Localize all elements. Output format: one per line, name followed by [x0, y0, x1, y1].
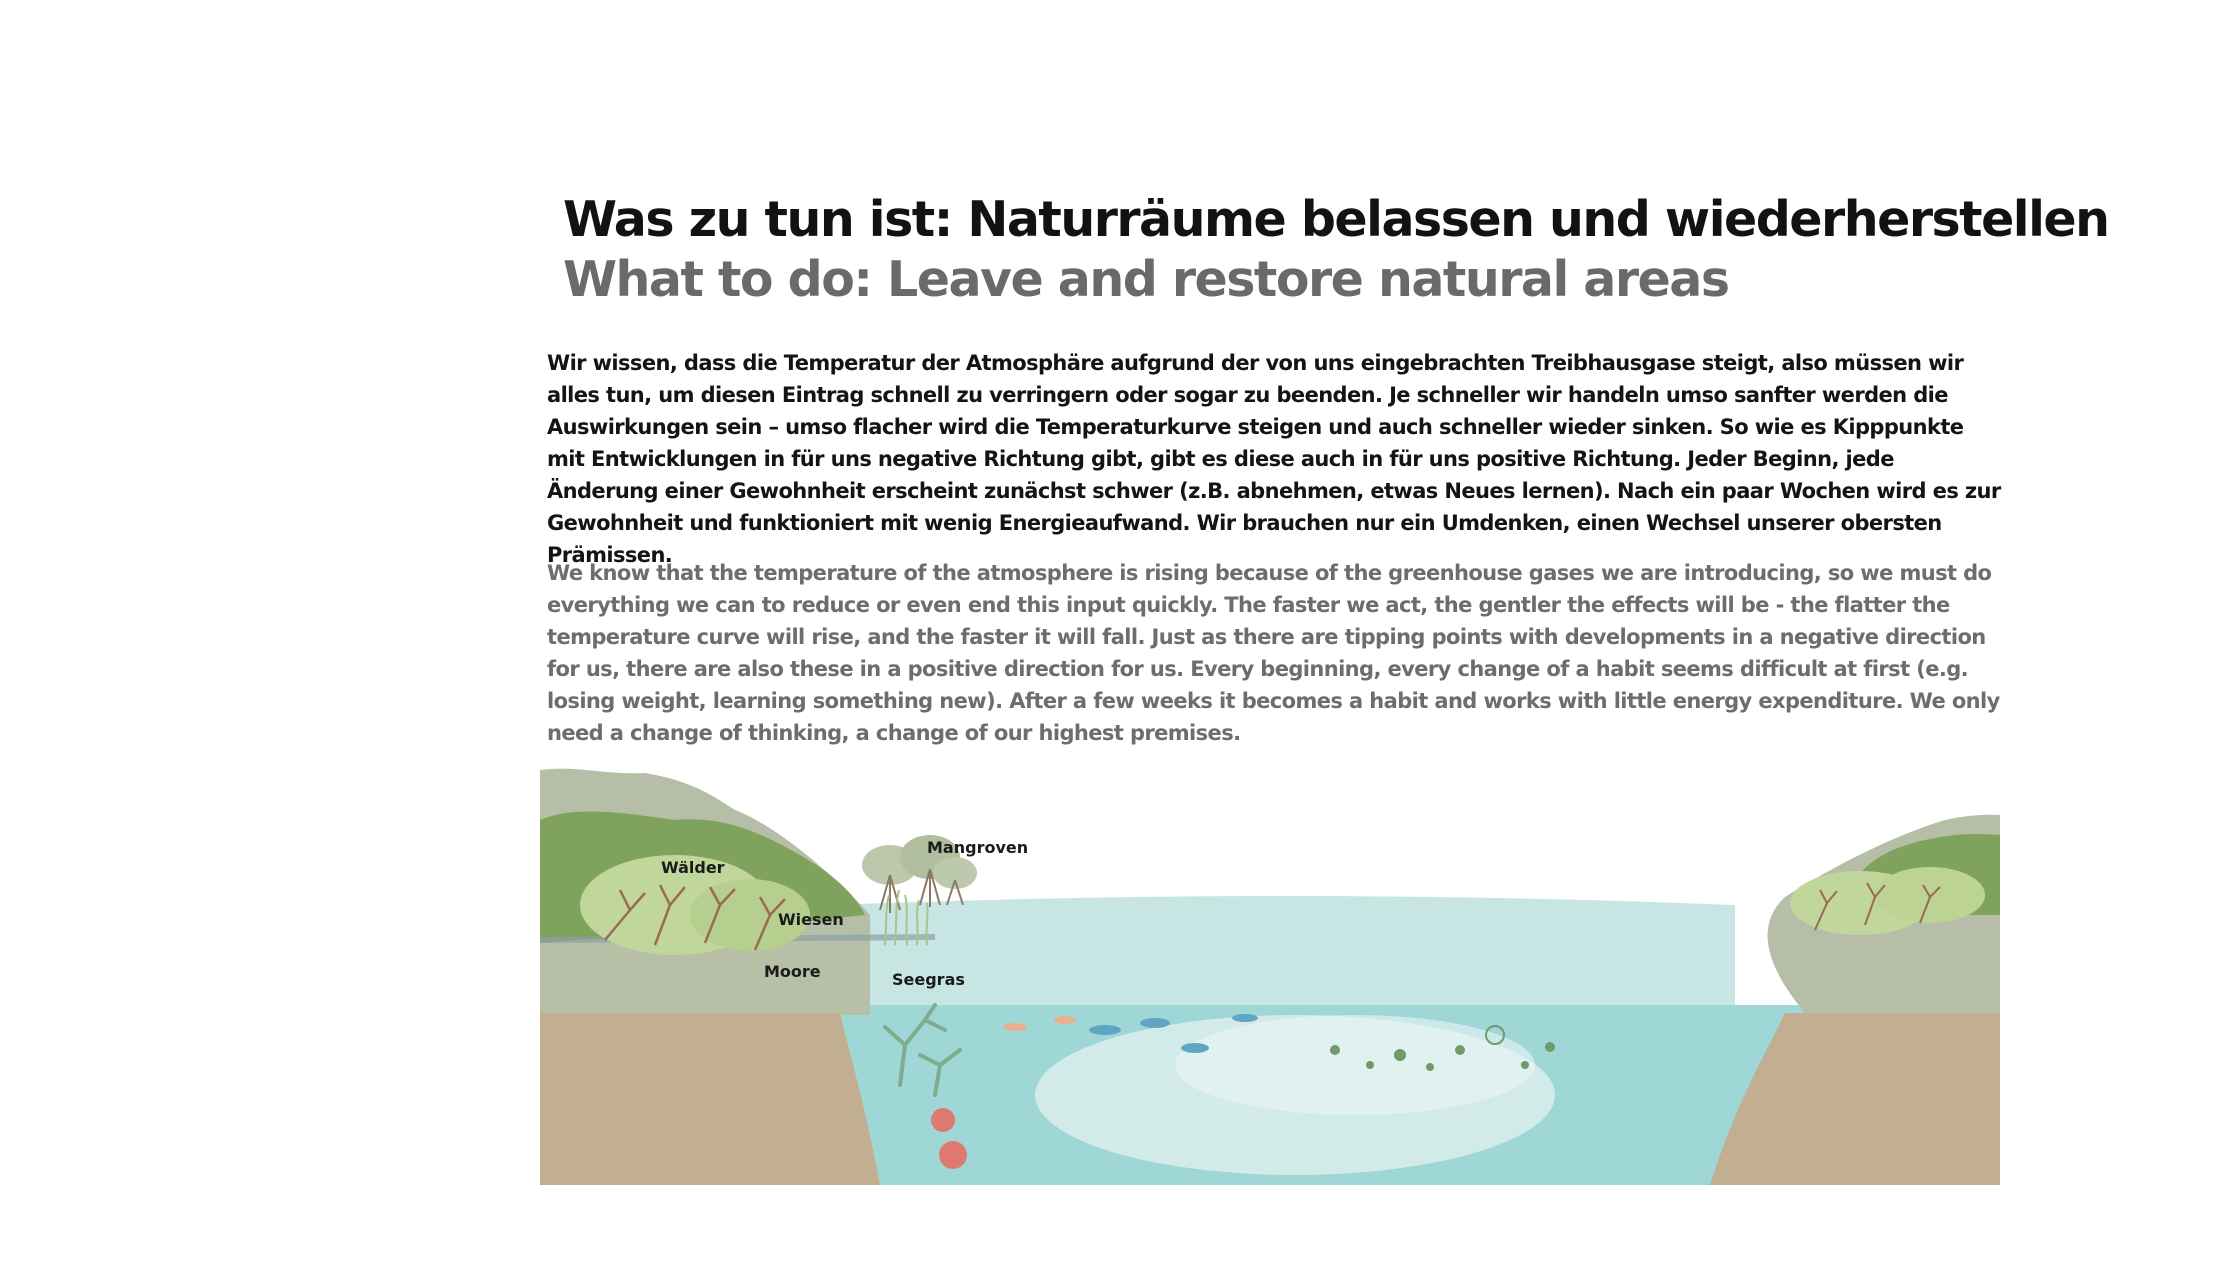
label-meadows: Wiesen [778, 910, 844, 929]
left-soil [540, 1013, 880, 1185]
body-text-german: Wir wissen, dass die Temperatur der Atmosphäre aufgrund der von uns eingebrachten Treibhausgase steigt, also müssen wir alles tun, um diesen Eintrag schnell zu verringern oder sogar zu beenden. Je schneller wir handeln umso sanfter werden die Auswirkungen sein – umso flacher wird die Temperaturkurve steigen und auch schneller wieder sinken. So wie es Kipppunkte mit Entwicklungen in für uns negative Richtung gibt, gibt es diese auch in für uns positive Richtung. Jeder Beginn, jede Änderung einer Gewohnheit erscheint zunächst schwer (z.B. abnehmen, etwas Neues lernen). Nach ein paar Wochen wird es zur Gewohnheit und funktioniert mit wenig Energieaufwand. Wir brauchen nur ein Umdenken, einen Wechsel unserer obersten Prämissen. [547, 351, 2001, 567]
heading-block [563, 190, 2109, 310]
label-mangroves: Mangroven [927, 838, 1029, 857]
page-title-english: What to do: Leave and restore natural areas [563, 251, 1729, 308]
ecosystem-illustration [535, 765, 2005, 1185]
label-forests: Wälder [661, 858, 725, 877]
label-moors: Moore [764, 962, 821, 981]
body-text-english: We know that the temperature of the atmosphere is rising because of the greenhouse gases we are introducing, so we must do everything we can to reduce or even end this input quickly. The faster we act, the gentler the effects will be - the flatter the temperature curve will rise, and the faster it will fall. Just as there are tipping points with developments in a negative direction for us, there are also these in a positive direction for us. Every beginning, every change of a habit seems difficult at first (e.g. losing weight, learning something new). After a few weeks it becomes a habit and works with little energy expenditure. We only need a change of thinking, a change of our highest premises. [547, 561, 2000, 745]
page-title-german: Was zu tun ist: Naturräume belassen und wiederherstellen [563, 191, 2109, 248]
label-seagrass: Seegras [892, 970, 965, 989]
